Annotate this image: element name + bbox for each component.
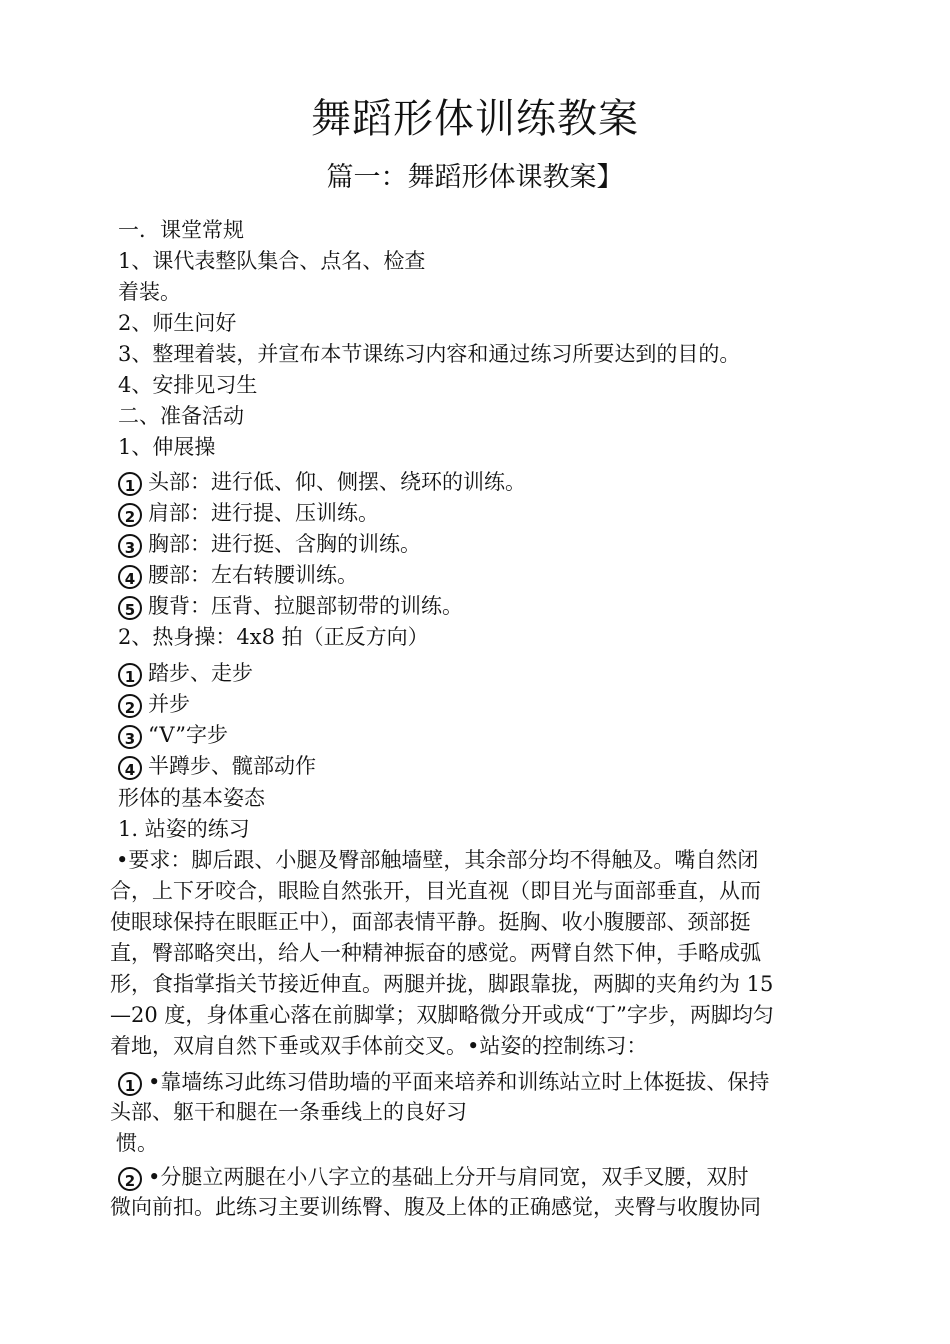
list-item <box>118 751 316 781</box>
list-item <box>118 560 358 590</box>
document-subtitle: 篇一：舞蹈形体课教案】 <box>326 162 624 193</box>
subsection-heading: 1. 站姿的练习 <box>118 817 250 841</box>
list-item-text: 踏步、走步 <box>148 661 253 685</box>
list-item <box>118 467 526 497</box>
paragraph-line: 着地，双肩自然下垂或双手体前交叉。•站姿的控制练习： <box>110 1034 648 1058</box>
paragraph-line: 使眼球保持在眼眶正中），面部表情平静。挺胸、收小腹腰部、颈部挺 <box>110 910 751 934</box>
paragraph-line <box>118 1162 748 1192</box>
subsection-heading: 1、伸展操 <box>118 435 216 459</box>
list-item-text: “V”字步 <box>148 723 228 747</box>
paragraph-line: 合，上下牙咬合，眼睑自然张开，目光直视（即目光与面部垂直，从而 <box>110 879 761 903</box>
paragraph-line: •要求：脚后跟、小腿及臀部触墙壁，其余部分均不得触及。嘴自然闭 <box>116 848 759 872</box>
list-item-text: 腰部：左右转腰训练。 <box>148 563 358 587</box>
list-item <box>118 498 379 528</box>
circled-number: 1 <box>118 1072 142 1096</box>
circled-number: 3 <box>118 725 142 749</box>
paragraph-line: 微向前扣。此练习主要训练臀、腹及上体的正确感觉，夹臀与收腹协同 <box>110 1195 761 1219</box>
list-item-text: 腹背：压背、拉腿部韧带的训练。 <box>148 594 463 618</box>
circled-number: 1 <box>118 472 142 496</box>
subsection-heading: 2、热身操：4x8 拍（正反方向） <box>118 625 429 649</box>
list-item <box>118 591 463 621</box>
section-heading: 形体的基本姿态 <box>118 786 265 810</box>
circled-number: 5 <box>118 596 142 620</box>
list-item-text: 头部：进行低、仰、侧摆、绕环的训练。 <box>148 470 526 494</box>
list-item-text: 半蹲步、髋部动作 <box>148 754 316 778</box>
text-line: 3、整理着装，并宣布本节课练习内容和通过练习所要达到的目的。 <box>118 342 741 366</box>
paragraph-text: •分腿立两腿在小八字立的基础上分开与肩同宽，双手叉腰，双肘 <box>148 1165 749 1189</box>
paragraph-text: •靠墙练习此练习借助墙的平面来培养和训练站立时上体挺拔、保持 <box>148 1070 770 1094</box>
text-line: 4、安排见习生 <box>118 373 258 397</box>
list-item <box>118 689 190 719</box>
list-item <box>118 529 421 559</box>
circled-number: 2 <box>118 503 142 527</box>
list-item-text: 并步 <box>148 692 190 716</box>
list-item-text: 肩部：进行提、压训练。 <box>148 501 379 525</box>
paragraph-line: 直，臀部略突出，给人一种精神振奋的感觉。两臂自然下伸，手略成弧 <box>110 941 761 965</box>
list-item <box>118 720 228 750</box>
document-title: 舞蹈形体训练教案 <box>311 96 639 142</box>
paragraph-line: 形，食指掌指关节接近伸直。两腿并拢，脚跟靠拢，两脚的夹角约为 15 <box>110 972 774 996</box>
circled-number: 3 <box>118 534 142 558</box>
text-line: 着装。 <box>118 280 181 304</box>
circled-number: 2 <box>118 694 142 718</box>
text-line: 1、课代表整队集合、点名、检查 <box>118 249 426 273</box>
text-line: 2、师生问好 <box>118 311 237 335</box>
list-item-text: 胸部：进行挺、含胸的训练。 <box>148 532 421 556</box>
circled-number: 4 <box>118 565 142 589</box>
paragraph-line: —20 度，身体重心落在前脚掌；双脚略微分开或成“丁”字步，两脚均匀 <box>110 1003 774 1027</box>
circled-number: 4 <box>118 756 142 780</box>
paragraph-line: 头部、躯干和腿在一条垂线上的良好习 <box>110 1100 467 1124</box>
circled-number: 1 <box>118 663 142 687</box>
list-item <box>118 658 253 688</box>
paragraph-line <box>118 1067 769 1097</box>
section-heading: 一．课堂常规 <box>118 218 244 242</box>
section-heading: 二、准备活动 <box>118 404 244 428</box>
circled-number: 2 <box>118 1167 142 1191</box>
paragraph-line: 惯。 <box>116 1131 158 1155</box>
